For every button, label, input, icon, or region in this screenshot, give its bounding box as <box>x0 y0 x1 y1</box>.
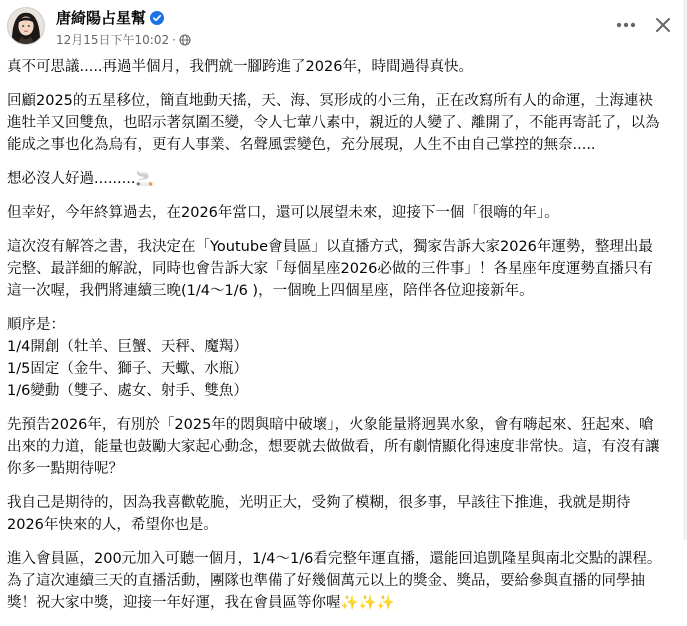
post-paragraph <box>7 314 679 402</box>
post-header <box>0 0 687 52</box>
close-icon[interactable] <box>650 12 676 38</box>
verified-badge-icon <box>150 11 164 25</box>
post-paragraph <box>7 414 679 480</box>
post-text-line: 這次沒有解答之書，我決定在「Youtube會員區」以直播方式，獨家告訴大家2026年運勢，整理出最 <box>7 239 653 255</box>
post-text-line: 1/6變動（雙子、處女、射手、雙魚） <box>7 383 248 399</box>
post-text-line: 這一次喔，我們將連續三晚(1/4～1/6 )，一個晚上四個星座，陪伴各位迎接新年。 <box>7 283 534 299</box>
post-paragraph <box>7 236 679 302</box>
post-paragraph <box>7 90 679 156</box>
post-paragraph <box>7 168 679 190</box>
post-meta <box>56 31 191 48</box>
post-text-line: 1/5固定（金牛、獅子、天蠍、水瓶） <box>7 361 248 377</box>
post-text-line: 我自己是期待的，因為我喜歡乾脆，光明正大，受夠了模糊，很多事，早該往下推進，我就是期待 <box>7 495 631 511</box>
avatar[interactable] <box>7 7 45 45</box>
post-body <box>7 56 679 626</box>
post-text-line: 獎！祝大家中獎，迎接一年好運，我在會員區等你喔✨✨✨ <box>7 595 395 611</box>
more-options-icon[interactable] <box>611 12 641 38</box>
post-timestamp[interactable]: 12月15日下午10:02 <box>56 33 170 47</box>
post-text-line: 1/4開創（牡羊、巨蟹、天秤、魔羯） <box>7 339 248 355</box>
post-text-line: 回顧2025的五星移位，簡直地動天搖，天、海、冥形成的小三角，正在改寫所有人的命運，土海連袂 <box>7 93 653 109</box>
post-text-line: 想必沒人好過.........🚬 <box>7 171 154 187</box>
post-text-line: 能成之事也化為烏有，更有人事業、名聲風雲變色，充分展現，人生不由自己掌控的無奈..... <box>7 137 596 153</box>
author-name[interactable]: 唐綺陽占星幫 <box>56 9 147 27</box>
post-text-line: 完整、最詳細的解說，同時也會告訴大家「每個星座2026必做的三件事」！各星座年度運勢直播只有 <box>7 261 653 277</box>
post-text-line: 出來的力道，能量也鼓勵大家起心動念，想要就去做做看，所有劇情顯化得速度非常快。這，有沒有讓 <box>7 439 660 455</box>
post-text-line: 真不可思議.....再過半個月，我們就一腳跨進了2026年，時間過得真快。 <box>7 59 473 75</box>
post-paragraph <box>7 202 679 224</box>
post-text-line: 但幸好，今年終算過去，在2026年當口，還可以展望未來，迎接下一個「很嗨的年」。 <box>7 205 559 221</box>
post-text-line: 為了這次連續三天的直播活動，團隊也準備了好幾個萬元以上的獎金、獎品，要給參與直播的同學抽 <box>7 573 645 589</box>
scrollbar-track[interactable] <box>683 0 687 540</box>
post-paragraph <box>7 548 679 614</box>
post-text-line: 順序是： <box>7 317 65 333</box>
post-text-line: 進牡羊又回雙魚，也昭示著氛圍丕變，令人七葷八素中，親近的人變了、離開了，不能再寄託了，以為 <box>7 115 660 131</box>
post-paragraph <box>7 56 679 78</box>
post-text-line: 先預告2026年，有別於「2025年的悶與暗中破壞」，火象能量將迥異水象，會有嗨起來、狂起來、嗆 <box>7 417 654 433</box>
post-text-line: 你多一點期待呢？ <box>7 461 123 477</box>
meta-separator: · <box>172 33 176 47</box>
post-paragraph <box>7 492 679 536</box>
post-text-line: 進入會員區，200元加入可聽一個月，1/4～1/6看完整年運直播，還能回追凱隆星與南北交點的課程。 <box>7 551 662 567</box>
author-name-row <box>56 7 164 28</box>
post-text-line: 2026年快來的人，希望你也是。 <box>7 517 218 533</box>
globe-icon[interactable] <box>179 34 191 46</box>
